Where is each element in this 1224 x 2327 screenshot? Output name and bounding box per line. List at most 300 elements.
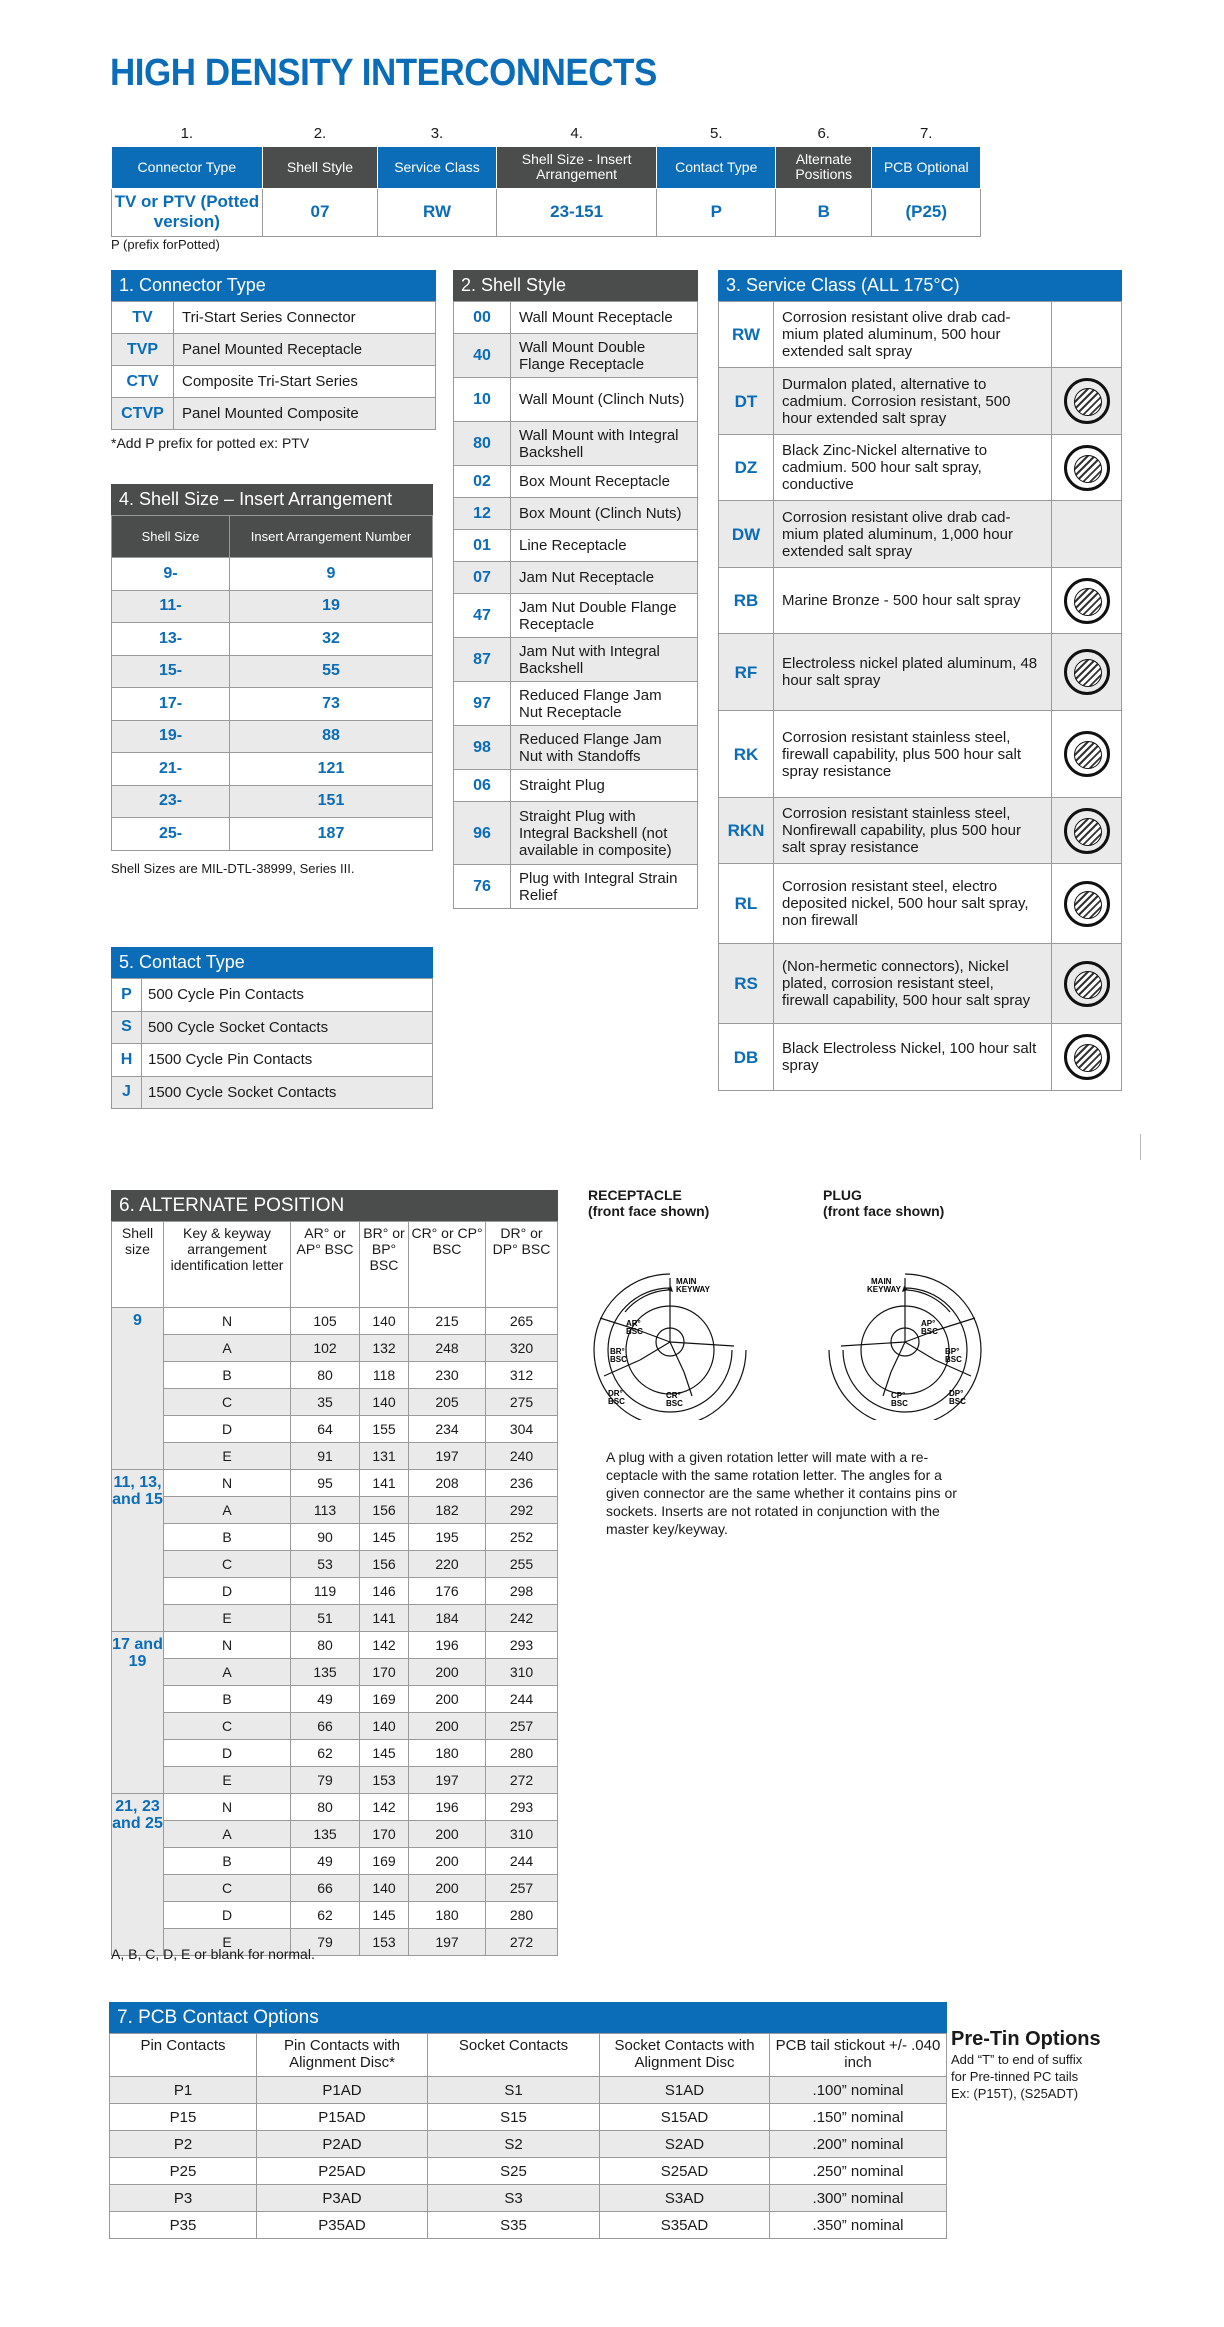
pretin-line: Ex: (P15T), (S25ADT) (951, 2086, 1079, 2101)
ap-key-letter: B (164, 1362, 291, 1389)
ap-angle: 310 (486, 1821, 558, 1848)
ap-row (112, 1794, 558, 1821)
ap-key-letter: B (164, 1848, 291, 1875)
pn-number: 4. (570, 125, 583, 143)
shell-style-desc: Wall Mount Double Flange Receptacle (511, 334, 698, 378)
ap-angle: 280 (486, 1902, 558, 1929)
ap-angle: 255 (486, 1551, 558, 1578)
shell-style-desc: Jam Nut with Integral Backshell (511, 638, 698, 682)
service-class-seal-cell (1052, 501, 1122, 568)
ap-angle: 135 (291, 1659, 360, 1686)
ap-angle: 90 (291, 1524, 360, 1551)
ap-angle: 80 (291, 1794, 360, 1821)
alternate-position-note: A, B, C, D, E or blank for normal. (111, 1946, 315, 1962)
ap-angle: 304 (486, 1416, 558, 1443)
connector-type-code: TV (112, 302, 174, 334)
shell-style-desc: Line Receptacle (511, 530, 698, 562)
pcb-row (110, 2077, 947, 2104)
pn-number: 3. (430, 125, 444, 143)
ap-key-letter: A (164, 1335, 291, 1362)
ap-angle: 113 (291, 1497, 360, 1524)
dp-bsc-label: BSC (949, 1397, 966, 1406)
service-class-desc: Corrosion resistant stainless steel, Nonfirewall capability, plus 500 hour salt spray resistance (774, 798, 1052, 864)
ap-angle: 234 (409, 1416, 486, 1443)
service-class-row (719, 944, 1122, 1024)
shell-size-value: 25- (112, 818, 230, 851)
pn-number: 2. (313, 125, 327, 143)
ap-angle: 142 (360, 1794, 409, 1821)
shell-size-row (112, 558, 433, 591)
ap-key-letter: D (164, 1578, 291, 1605)
ap-angle: 208 (409, 1470, 486, 1497)
ap-angle: 169 (360, 1848, 409, 1875)
dp-label: DP° (949, 1389, 964, 1398)
contact-type-code: J (112, 1076, 142, 1109)
insert-arrangement-value: 32 (230, 623, 433, 656)
ap-angle: 66 (291, 1713, 360, 1740)
pcb-table (109, 2033, 947, 2239)
ap-angle: 140 (360, 1875, 409, 1902)
service-class-desc: Corrosion resistant olive drab cad-mium plated aluminum, 1,000 hour extended salt spray (774, 501, 1052, 568)
main-keyway-label: KEYWAY (676, 1285, 710, 1294)
receptacle-title: RECEPTACLE (588, 1187, 682, 1203)
shell-style-desc: Wall Mount Receptacle (511, 302, 698, 334)
ap-angle: 312 (486, 1362, 558, 1389)
connector-type-code: CTVP (112, 398, 174, 430)
ap-row (112, 1740, 558, 1767)
ap-angle: 298 (486, 1578, 558, 1605)
plug-label (823, 1187, 944, 1219)
ap-row (112, 1389, 558, 1416)
ap-row (112, 1848, 558, 1875)
ap-angle: 230 (409, 1362, 486, 1389)
ap-row (112, 1443, 558, 1470)
ap-angle: 200 (409, 1659, 486, 1686)
service-class-row (719, 1024, 1122, 1091)
ap-angle: 182 (409, 1497, 486, 1524)
shell-style-code: 80 (454, 422, 511, 466)
shell-style-desc: Box Mount (Clinch Nuts) (511, 498, 698, 530)
qpl-seal-icon (1064, 731, 1110, 777)
pn-header: Contact Type (657, 146, 776, 188)
pcb-cell: S35AD (600, 2212, 770, 2239)
ap-angle: 156 (360, 1497, 409, 1524)
service-class-desc: Black Zinc-Nickel alternative to cadmium. 500 hour salt spray, conductive (774, 435, 1052, 501)
ap-angle: 140 (360, 1389, 409, 1416)
contact-type-row (112, 1076, 433, 1109)
shell-style-code: 87 (454, 638, 511, 682)
shell-style-row (454, 334, 698, 378)
shell-style-row (454, 466, 698, 498)
pn-header: PCB Optional (872, 146, 981, 188)
ap-key-letter: E (164, 1443, 291, 1470)
shell-size-row (112, 590, 433, 623)
contact-type-section (111, 947, 433, 1109)
pn-values-row (112, 188, 981, 236)
ap-angle: 292 (486, 1497, 558, 1524)
ap-angle: 200 (409, 1848, 486, 1875)
ap-row (112, 1821, 558, 1848)
receptacle-subtitle: (front face shown) (588, 1203, 710, 1219)
ap-angle: 197 (409, 1929, 486, 1956)
br-label: BR° (610, 1347, 625, 1356)
service-class-row (719, 302, 1122, 368)
ap-angle: 80 (291, 1632, 360, 1659)
service-class-desc: Durmalon plated, alternative to cadmium. Corrosion resistant, 500 hour extended salt spray (774, 368, 1052, 435)
service-class-code: RS (719, 944, 774, 1024)
shell-style-table (453, 301, 698, 909)
plug-diagram (815, 1260, 995, 1420)
service-class-code: DW (719, 501, 774, 568)
connector-type-desc: Panel Mounted Receptacle (174, 334, 436, 366)
ap-angle: 200 (409, 1875, 486, 1902)
service-class-seal-cell (1052, 944, 1122, 1024)
ap-key-letter: D (164, 1740, 291, 1767)
shell-style-code: 00 (454, 302, 511, 334)
shell-style-code: 01 (454, 530, 511, 562)
pcb-cell: P2AD (257, 2131, 428, 2158)
shell-style-code: 06 (454, 770, 511, 802)
qpl-seal-icon (1064, 649, 1110, 695)
shell-style-desc: Reduced Flange Jam Nut Receptacle (511, 682, 698, 726)
pn-value: RW (378, 188, 497, 236)
ap-key-letter: D (164, 1416, 291, 1443)
shell-size-row (112, 753, 433, 786)
ap-angle: 176 (409, 1578, 486, 1605)
shell-style-desc: Jam Nut Double Flange Receptacle (511, 594, 698, 638)
service-class-row (719, 711, 1122, 798)
ap-angle: 49 (291, 1848, 360, 1875)
ap-angle: 200 (409, 1713, 486, 1740)
pcb-cell: .100” nominal (770, 2077, 947, 2104)
connector-type-row (112, 398, 436, 430)
ap-angle: 197 (409, 1767, 486, 1794)
service-class-seal-cell (1052, 634, 1122, 711)
ap-angle: 170 (360, 1659, 409, 1686)
cr-bsc-label: BSC (666, 1399, 683, 1408)
qpl-seal-icon (1064, 1034, 1110, 1080)
service-class-row (719, 568, 1122, 634)
ap-key-letter: N (164, 1470, 291, 1497)
shell-style-row (454, 638, 698, 682)
service-class-desc: Corrosion resistant stainless steel, firewall capability, plus 500 hour salt spray resistance (774, 711, 1052, 798)
pn-value: P (657, 188, 776, 236)
ap-header: DR° or DP° BSC (486, 1222, 558, 1308)
service-class-code: DB (719, 1024, 774, 1091)
bp-label: BP° (945, 1347, 960, 1356)
insert-arrangement-col-header: Insert Arrangement Number (230, 516, 433, 558)
ap-angle: 79 (291, 1929, 360, 1956)
service-class-code: RL (719, 864, 774, 944)
pretin-title: Pre-Tin Options (951, 2028, 1101, 2050)
pcb-header: Pin Contacts (110, 2034, 257, 2077)
ap-angle: 257 (486, 1875, 558, 1902)
br-bsc-label: BSC (610, 1355, 627, 1364)
ap-angle: 197 (409, 1443, 486, 1470)
service-class-row (719, 368, 1122, 435)
dr-label: DR° (608, 1389, 623, 1398)
ap-angle: 310 (486, 1659, 558, 1686)
ap-angle: 35 (291, 1389, 360, 1416)
shell-style-desc: Jam Nut Receptacle (511, 562, 698, 594)
main-keyway-label: KEYWAY (867, 1285, 901, 1294)
ap-row (112, 1659, 558, 1686)
shell-size-title: 4. Shell Size – Insert Arrangement (111, 484, 433, 515)
shell-style-code: 40 (454, 334, 511, 378)
ar-bsc-label: BSC (626, 1327, 643, 1336)
ap-angle: 146 (360, 1578, 409, 1605)
ap-key-letter: N (164, 1794, 291, 1821)
ap-angle: 184 (409, 1605, 486, 1632)
pcb-row (110, 2131, 947, 2158)
ap-angle: 102 (291, 1335, 360, 1362)
ap-angle: 91 (291, 1443, 360, 1470)
pcb-cell: S15 (428, 2104, 600, 2131)
service-class-seal-cell (1052, 711, 1122, 798)
shell-size-row (112, 688, 433, 721)
ap-angle: 141 (360, 1605, 409, 1632)
insert-arrangement-value: 121 (230, 753, 433, 786)
prefix-note: P (prefix forPotted) (111, 237, 220, 252)
contact-type-row (112, 1011, 433, 1044)
contact-type-code: H (112, 1044, 142, 1077)
ap-row (112, 1524, 558, 1551)
pn-value: B (776, 188, 872, 236)
shell-size-value: 23- (112, 785, 230, 818)
ap-angle: 265 (486, 1308, 558, 1335)
ap-shell-size: 21, 23 and 25 (112, 1794, 164, 1956)
ap-key-letter: N (164, 1632, 291, 1659)
main-keyway-label: MAIN (871, 1277, 892, 1286)
ap-angle: 244 (486, 1686, 558, 1713)
ap-angle: 153 (360, 1929, 409, 1956)
pcb-header: Pin Contacts with Alignment Disc* (257, 2034, 428, 2077)
shell-style-code: 02 (454, 466, 511, 498)
ap-key-letter: E (164, 1767, 291, 1794)
shell-style-row (454, 302, 698, 334)
connector-type-row (112, 366, 436, 398)
pcb-row (110, 2104, 947, 2131)
pcb-cell: P3 (110, 2185, 257, 2212)
pcb-cell: .200” nominal (770, 2131, 947, 2158)
contact-type-desc: 1500 Cycle Pin Contacts (142, 1044, 433, 1077)
shell-style-code: 98 (454, 726, 511, 770)
service-class-seal-cell (1052, 368, 1122, 435)
ap-key-letter: C (164, 1713, 291, 1740)
ap-row (112, 1632, 558, 1659)
shell-style-row (454, 498, 698, 530)
service-class-desc: Corrosion resistant steel, electro deposited nickel, 500 hour salt spray, non firewall (774, 864, 1052, 944)
pn-value: (P25) (872, 188, 981, 236)
pcb-cell: P1AD (257, 2077, 428, 2104)
pcb-cell: .250” nominal (770, 2158, 947, 2185)
insert-arrangement-value: 55 (230, 655, 433, 688)
ap-angle: 170 (360, 1821, 409, 1848)
ap-angle: 205 (409, 1389, 486, 1416)
ap-angle: 220 (409, 1551, 486, 1578)
ap-row (112, 1686, 558, 1713)
pcb-cell: S3 (428, 2185, 600, 2212)
ap-angle: 293 (486, 1632, 558, 1659)
pn-header: Shell Style (262, 146, 378, 188)
pretin-line: Add “T” to end of suffix (951, 2052, 1083, 2067)
pcb-cell: P15 (110, 2104, 257, 2131)
pcb-cell: .150” nominal (770, 2104, 947, 2131)
service-class-code: RW (719, 302, 774, 368)
pn-header: Service Class (378, 146, 497, 188)
receptacle-diagram (580, 1260, 760, 1420)
pcb-cell: P15AD (257, 2104, 428, 2131)
ap-angle: 200 (409, 1686, 486, 1713)
shell-style-desc: Straight Plug (511, 770, 698, 802)
ap-row (112, 1335, 558, 1362)
pcb-cell: S2 (428, 2131, 600, 2158)
service-class-code: RKN (719, 798, 774, 864)
ap-angle: 140 (360, 1713, 409, 1740)
main-keyway-label: MAIN (676, 1277, 697, 1286)
ap-angle: 135 (291, 1821, 360, 1848)
shell-style-row (454, 530, 698, 562)
insert-arrangement-value: 88 (230, 720, 433, 753)
shell-style-code: 76 (454, 865, 511, 909)
ap-angle: 95 (291, 1470, 360, 1497)
insert-arrangement-value: 73 (230, 688, 433, 721)
ap-angle: 153 (360, 1767, 409, 1794)
service-class-code: RB (719, 568, 774, 634)
ap-angle: 320 (486, 1335, 558, 1362)
ap-bsc-label: BSC (921, 1327, 938, 1336)
shell-style-code: 96 (454, 802, 511, 865)
plug-subtitle: (front face shown) (823, 1203, 945, 1219)
pcb-cell: S25 (428, 2158, 600, 2185)
pcb-header: PCB tail stickout +/- .040 inch (770, 2034, 947, 2077)
connector-type-note: *Add P prefix for potted ex: PTV (111, 435, 310, 451)
service-class-seal-cell (1052, 1024, 1122, 1091)
pn-number: 1. (180, 125, 194, 143)
pn-header: Alternate Positions (776, 146, 872, 188)
service-class-desc: Electroless nickel plated aluminum, 48 hour salt spray (774, 634, 1052, 711)
ap-angle: 242 (486, 1605, 558, 1632)
ap-angle: 293 (486, 1794, 558, 1821)
qpl-seal-icon (1064, 445, 1110, 491)
insert-arrangement-value: 187 (230, 818, 433, 851)
shell-style-desc: Straight Plug with Integral Backshell (not available in composite) (511, 802, 698, 865)
ap-angle: 64 (291, 1416, 360, 1443)
qpl-seal-icon (1064, 578, 1110, 624)
shell-size-value: 9- (112, 558, 230, 591)
ap-angle: 155 (360, 1416, 409, 1443)
shell-size-value: 19- (112, 720, 230, 753)
shell-style-row (454, 378, 698, 422)
shell-size-row (112, 785, 433, 818)
ap-key-letter: B (164, 1524, 291, 1551)
pcb-cell: P3AD (257, 2185, 428, 2212)
service-class-row (719, 798, 1122, 864)
pcb-cell: S15AD (600, 2104, 770, 2131)
ap-key-letter: B (164, 1686, 291, 1713)
ap-shell-size: 9 (112, 1308, 164, 1470)
shell-style-row (454, 422, 698, 466)
pcb-cell: S1 (428, 2077, 600, 2104)
ap-angle: 200 (409, 1821, 486, 1848)
ap-angle: 131 (360, 1443, 409, 1470)
ap-header: CR° or CP° BSC (409, 1222, 486, 1308)
shell-size-row (112, 623, 433, 656)
shell-size-value: 13- (112, 623, 230, 656)
ap-angle: 145 (360, 1524, 409, 1551)
pcb-cell: .300” nominal (770, 2185, 947, 2212)
shell-style-row (454, 726, 698, 770)
ap-header: AR° or AP° BSC (291, 1222, 360, 1308)
insert-arrangement-value: 151 (230, 785, 433, 818)
contact-type-code: P (112, 979, 142, 1012)
pcb-cell: P25 (110, 2158, 257, 2185)
shell-style-desc: Wall Mount (Clinch Nuts) (511, 378, 698, 422)
pcb-section (109, 2002, 947, 2239)
ap-angle: 105 (291, 1308, 360, 1335)
ap-key-letter: E (164, 1605, 291, 1632)
service-class-desc: Marine Bronze - 500 hour salt spray (774, 568, 1052, 634)
service-class-desc: Corrosion resistant olive drab cad-mium plated aluminum, 500 hour extended salt spray (774, 302, 1052, 368)
ap-row (112, 1416, 558, 1443)
connector-type-title: 1. Connector Type (111, 270, 436, 301)
pn-headers-row (112, 146, 981, 188)
pcb-cell: S1AD (600, 2077, 770, 2104)
shell-style-code: 47 (454, 594, 511, 638)
shell-size-row (112, 720, 433, 753)
cp-label: CP° (891, 1391, 906, 1400)
shell-size-table (111, 515, 433, 851)
insert-arrangement-value: 19 (230, 590, 433, 623)
contact-type-code: S (112, 1011, 142, 1044)
shell-style-row (454, 802, 698, 865)
shell-size-col-header: Shell Size (112, 516, 230, 558)
ap-key-letter: A (164, 1497, 291, 1524)
ap-angle: 145 (360, 1902, 409, 1929)
shell-size-value: 15- (112, 655, 230, 688)
shell-size-value: 11- (112, 590, 230, 623)
ap-angle: 240 (486, 1443, 558, 1470)
shell-style-row (454, 770, 698, 802)
ap-key-letter: A (164, 1821, 291, 1848)
ap-row (112, 1578, 558, 1605)
service-class-seal-cell (1052, 435, 1122, 501)
ap-angle: 196 (409, 1632, 486, 1659)
plug-title: PLUG (823, 1187, 862, 1203)
contact-type-desc: 1500 Cycle Socket Contacts (142, 1076, 433, 1109)
pcb-cell: P35 (110, 2212, 257, 2239)
ap-header: BR° or BP° BSC (360, 1222, 409, 1308)
qpl-seal-icon (1064, 808, 1110, 854)
alternate-position-table (111, 1221, 558, 1956)
dr-bsc-label: BSC (608, 1397, 625, 1406)
ap-angle: 215 (409, 1308, 486, 1335)
pcb-cell: S25AD (600, 2158, 770, 2185)
qpl-seal-icon (1064, 881, 1110, 927)
ap-angle: 53 (291, 1551, 360, 1578)
ap-angle: 51 (291, 1605, 360, 1632)
ap-angle: 248 (409, 1335, 486, 1362)
ap-angle: 142 (360, 1632, 409, 1659)
ap-row (112, 1362, 558, 1389)
pcb-cell: P2 (110, 2131, 257, 2158)
ap-angle: 236 (486, 1470, 558, 1497)
contact-type-row (112, 979, 433, 1012)
ap-key-letter: D (164, 1902, 291, 1929)
bp-bsc-label: BSC (945, 1355, 962, 1364)
service-class-desc: (Non-hermetic connectors), Nickel plated, corrosion resistant steel, firewall capability, 500 hour salt spray (774, 944, 1052, 1024)
service-class-seal-cell (1052, 864, 1122, 944)
